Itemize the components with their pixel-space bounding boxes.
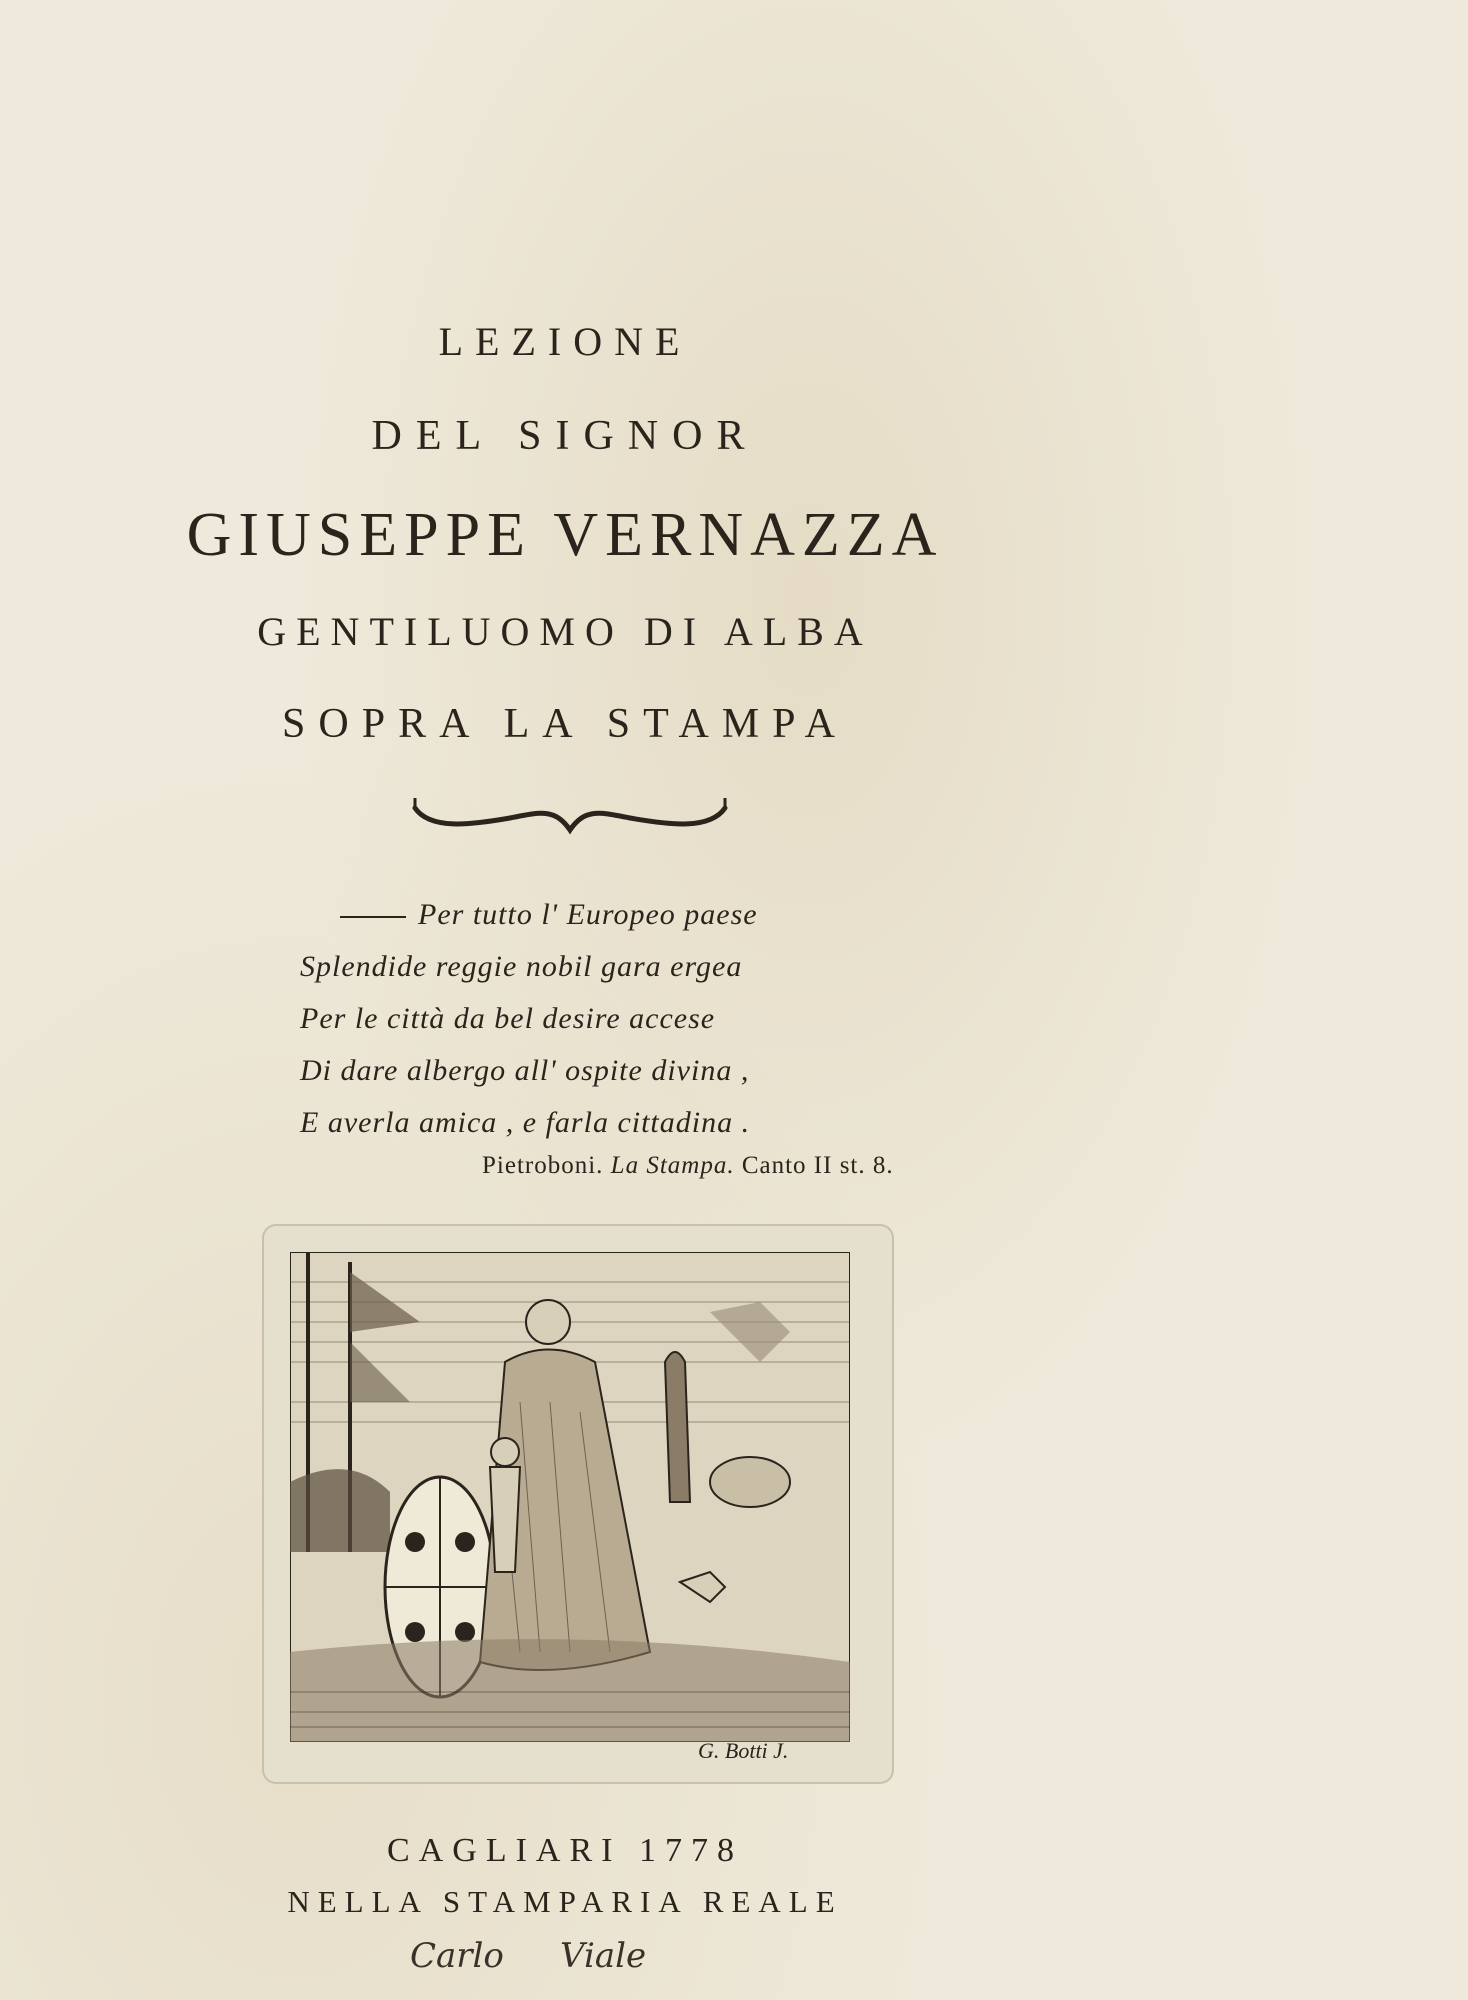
imprint-place-year: CAGLIARI 1778 <box>387 1832 743 1869</box>
title-text-1: LEZIONE <box>438 319 692 364</box>
title-line-gentiluomo <box>0 608 1130 655</box>
em-dash-rule <box>340 916 406 918</box>
epigraph-line-5: E averla amica , e farla cittadina . <box>300 1106 751 1139</box>
title-line-del-signor <box>0 412 1130 460</box>
attribution-ref: Canto II st. 8. <box>741 1152 894 1179</box>
ornament-flourish <box>410 790 730 840</box>
title-text-3: GIUSEPPE VERNAZZA <box>186 501 944 569</box>
title-text-4: GENTILUOMO DI ALBA <box>257 609 873 654</box>
title-text-5: SOPRA LA STAMPA <box>282 701 848 747</box>
epigraph-line-2: Splendide reggie nobil gara ergea <box>300 950 743 983</box>
epigraph-line-3: Per le città da bel desire accese <box>300 1002 716 1035</box>
handwritten-surname: Viale <box>560 1936 647 1976</box>
epigraph-line-4: Di dare albergo all' ospite divina , <box>300 1054 750 1087</box>
engraving-allegory-image <box>290 1252 850 1742</box>
title-line-subject <box>0 700 1130 748</box>
attribution-author: Pietroboni. <box>482 1152 604 1179</box>
handwritten-first-name: Carlo <box>410 1936 504 1976</box>
engraver-signature: G. Botti J. <box>698 1738 789 1763</box>
epigraph-text-1: Per tutto l' Europeo paese <box>418 898 758 931</box>
title-line-lezione <box>0 318 1130 365</box>
attribution-work: La Stampa. <box>610 1152 735 1179</box>
epigraph-attribution <box>482 1152 894 1180</box>
epigraph-line-1 <box>340 898 758 932</box>
title-line-author <box>0 500 1130 571</box>
imprint-press: NELLA STAMPARIA REALE <box>287 1884 843 1919</box>
title-text-2: DEL SIGNOR <box>371 413 759 459</box>
